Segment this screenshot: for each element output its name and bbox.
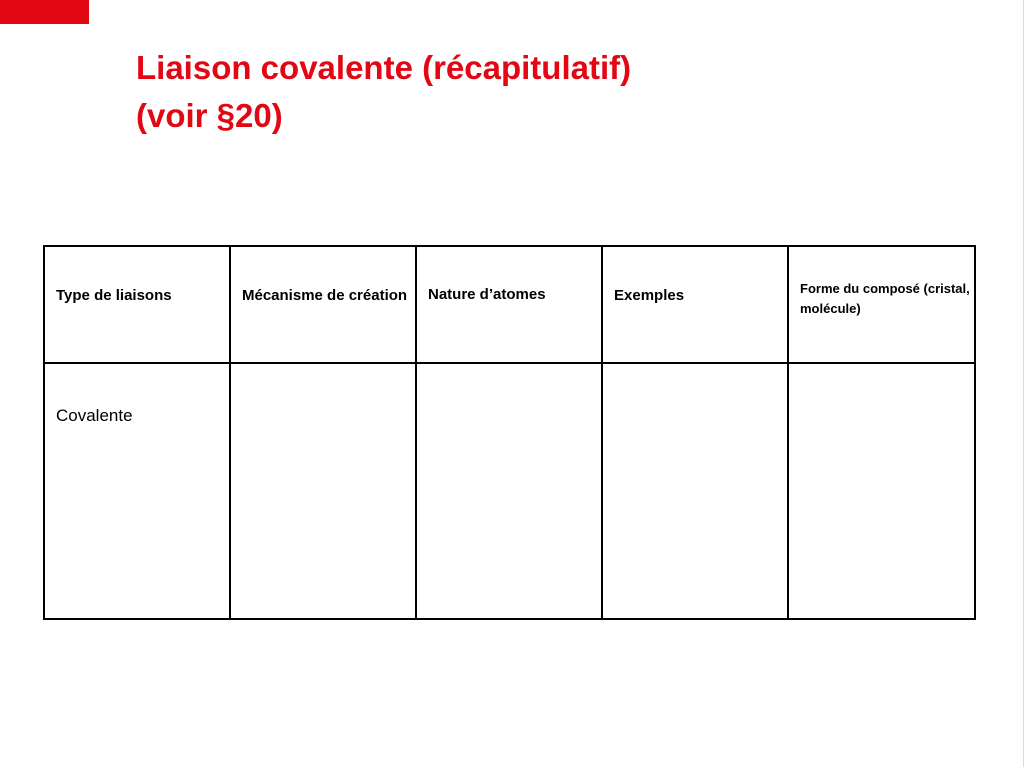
row-mechanism-value [231,364,415,406]
slide-title-line-1: Liaison covalente (récapitulatif) [136,49,632,86]
header-cell-type [44,246,230,363]
row-atoms-value [417,364,601,406]
header-mechanism-label: Mécanisme de création [242,287,408,304]
row-cell-form [788,363,975,619]
header-cell-mechanism [230,246,416,363]
row-cell-mechanism [230,363,416,619]
header-cell-examples [602,246,788,363]
header-atoms-label: Nature d’atomes [428,286,546,303]
header-cell-atoms [416,246,602,363]
recap-table [43,245,976,620]
header-examples-label: Exemples [614,287,685,304]
row-type-value: Covalente [56,406,133,425]
header-cell-form [788,246,975,363]
header-form-label: Forme du composé (cristal, molécule) [800,281,970,316]
row-cell-examples [602,363,788,619]
table-header-row [44,246,975,363]
table-row [44,363,975,619]
header-type-label: Type de liaisons [56,287,172,304]
corner-accent-bar [0,0,89,24]
row-cell-atoms [416,363,602,619]
row-cell-type [44,363,230,619]
row-examples-value [603,364,787,406]
slide-title-line-2: (voir §20) [136,97,283,134]
row-form-value [789,364,974,406]
slide-title [136,44,631,140]
